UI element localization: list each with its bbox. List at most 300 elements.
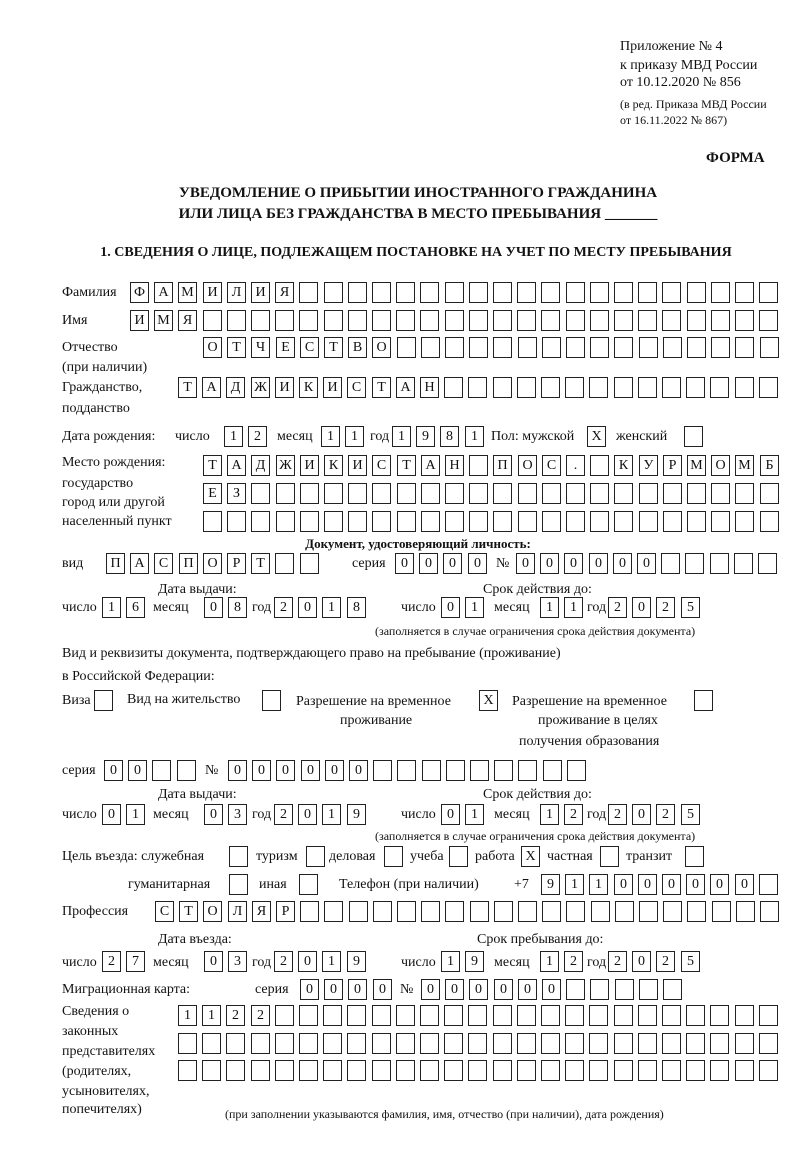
citizenship-char-box[interactable] [565, 377, 584, 398]
birth-place-char-box[interactable] [372, 483, 391, 504]
profession-char-box[interactable]: Л [228, 901, 247, 922]
stay-number-char-box[interactable]: 0 [349, 760, 368, 781]
representatives-char-box[interactable] [565, 1005, 584, 1026]
representatives-char-box[interactable] [323, 1005, 342, 1026]
birth-place-char-box[interactable] [251, 511, 270, 532]
representatives-char-box[interactable] [638, 1005, 657, 1026]
migration-series-char-box[interactable]: 0 [348, 979, 367, 1000]
birth-year-char-box[interactable]: 1 [465, 426, 484, 447]
birth-place-char-box[interactable] [735, 483, 754, 504]
birth-place-char-box[interactable] [639, 483, 658, 504]
patronymic-char-box[interactable]: Т [324, 337, 343, 358]
surname-char-box[interactable] [759, 282, 778, 303]
surname-char-box[interactable]: М [178, 282, 197, 303]
profession-char-box[interactable] [300, 901, 319, 922]
birth-place-char-box[interactable]: К [324, 455, 343, 476]
citizenship-char-box[interactable] [589, 377, 608, 398]
patronymic-char-box[interactable] [445, 337, 464, 358]
profession-char-box[interactable] [591, 901, 610, 922]
profession-char-box[interactable]: Р [276, 901, 295, 922]
birth-place-char-box[interactable] [735, 511, 754, 532]
representatives-char-box[interactable] [396, 1060, 415, 1081]
stay-year-char-box[interactable]: 0 [632, 951, 651, 972]
valid-day-char-box[interactable]: 0 [441, 597, 460, 618]
citizenship-char-box[interactable]: И [275, 377, 294, 398]
birth-place-char-box[interactable] [421, 511, 440, 532]
representatives-char-box[interactable] [493, 1033, 512, 1054]
phone-char-box[interactable]: 1 [565, 874, 584, 895]
birth-place-char-box[interactable] [566, 511, 585, 532]
representatives-char-box[interactable] [275, 1005, 294, 1026]
valid-year-char-box[interactable]: 2 [608, 804, 627, 825]
birth-place-char-box[interactable] [663, 511, 682, 532]
surname-char-box[interactable]: Ф [130, 282, 149, 303]
profession-char-box[interactable] [470, 901, 489, 922]
surname-char-box[interactable] [324, 282, 343, 303]
birth-place-char-box[interactable] [663, 483, 682, 504]
representatives-char-box[interactable] [614, 1033, 633, 1054]
surname-char-box[interactable] [348, 282, 367, 303]
birth-place-char-box[interactable] [566, 483, 585, 504]
entry-year-char-box[interactable]: 2 [274, 951, 293, 972]
issue-year-char-box[interactable]: 9 [347, 804, 366, 825]
id-doc-number-char-box[interactable] [758, 553, 777, 574]
profession-char-box[interactable] [324, 901, 343, 922]
birth-place-char-box[interactable]: У [639, 455, 658, 476]
birth-place-char-box[interactable]: К [614, 455, 633, 476]
id-doc-kind-char-box[interactable]: П [179, 553, 198, 574]
migration-number-char-box[interactable]: 0 [494, 979, 513, 1000]
patronymic-char-box[interactable] [469, 337, 488, 358]
name-char-box[interactable] [372, 310, 391, 331]
migration-series-char-box[interactable]: 0 [324, 979, 343, 1000]
stay-number-char-box[interactable]: 0 [301, 760, 320, 781]
citizenship-char-box[interactable] [517, 377, 536, 398]
birth-place-char-box[interactable] [469, 511, 488, 532]
name-char-box[interactable]: И [130, 310, 149, 331]
issue-year-char-box[interactable]: 8 [347, 597, 366, 618]
birth-place-char-box[interactable]: . [566, 455, 585, 476]
representatives-char-box[interactable] [202, 1033, 221, 1054]
representatives-char-box[interactable]: 1 [178, 1005, 197, 1026]
birth-place-char-box[interactable] [469, 455, 488, 476]
stay-number-char-box[interactable] [446, 760, 465, 781]
valid-month-char-box[interactable]: 1 [540, 597, 559, 618]
valid-year-char-box[interactable]: 2 [608, 597, 627, 618]
profession-char-box[interactable]: О [203, 901, 222, 922]
patronymic-char-box[interactable] [397, 337, 416, 358]
representatives-char-box[interactable] [589, 1005, 608, 1026]
surname-char-box[interactable]: И [251, 282, 270, 303]
purpose-work-checkbox[interactable]: X [521, 846, 540, 867]
representatives-char-box[interactable] [323, 1060, 342, 1081]
phone-char-box[interactable] [759, 874, 778, 895]
issue-month-char-box[interactable]: 0 [204, 804, 223, 825]
birth-place-char-box[interactable]: П [493, 455, 512, 476]
name-char-box[interactable] [517, 310, 536, 331]
surname-char-box[interactable] [372, 282, 391, 303]
birth-place-char-box[interactable] [324, 511, 343, 532]
birth-place-char-box[interactable]: Н [445, 455, 464, 476]
phone-char-box[interactable]: 0 [638, 874, 657, 895]
stay-number-char-box[interactable] [494, 760, 513, 781]
surname-char-box[interactable] [469, 282, 488, 303]
representatives-char-box[interactable] [323, 1033, 342, 1054]
migration-number-char-box[interactable]: 0 [445, 979, 464, 1000]
entry-day-char-box[interactable]: 7 [126, 951, 145, 972]
id-doc-kind-char-box[interactable] [300, 553, 319, 574]
name-char-box[interactable] [662, 310, 681, 331]
representatives-char-box[interactable] [420, 1033, 439, 1054]
birth-place-char-box[interactable] [590, 455, 609, 476]
representatives-char-box[interactable] [468, 1060, 487, 1081]
purpose-humanitarian-checkbox[interactable] [229, 874, 248, 895]
representatives-char-box[interactable] [662, 1033, 681, 1054]
stay-year-char-box[interactable]: 2 [608, 951, 627, 972]
id-doc-number-char-box[interactable]: 0 [564, 553, 583, 574]
birth-place-char-box[interactable]: М [687, 455, 706, 476]
issue-day-char-box[interactable]: 1 [126, 804, 145, 825]
phone-char-box[interactable]: 0 [662, 874, 681, 895]
representatives-char-box[interactable] [493, 1060, 512, 1081]
profession-char-box[interactable] [494, 901, 513, 922]
migration-number-char-box[interactable]: 0 [518, 979, 537, 1000]
birth-place-char-box[interactable]: О [518, 455, 537, 476]
stay-month-char-box[interactable]: 1 [540, 951, 559, 972]
profession-char-box[interactable] [712, 901, 731, 922]
birth-place-char-box[interactable]: Д [251, 455, 270, 476]
birth-place-char-box[interactable] [324, 483, 343, 504]
stay-number-char-box[interactable]: 0 [325, 760, 344, 781]
birth-place-char-box[interactable]: Р [663, 455, 682, 476]
valid-year-char-box[interactable]: 2 [656, 597, 675, 618]
birth-place-char-box[interactable] [493, 511, 512, 532]
birth-place-char-box[interactable]: М [735, 455, 754, 476]
citizenship-char-box[interactable] [686, 377, 705, 398]
name-char-box[interactable] [251, 310, 270, 331]
citizenship-char-box[interactable] [710, 377, 729, 398]
representatives-char-box[interactable] [275, 1060, 294, 1081]
birth-place-char-box[interactable] [760, 483, 779, 504]
surname-char-box[interactable] [396, 282, 415, 303]
representatives-char-box[interactable] [372, 1060, 391, 1081]
birth-place-char-box[interactable] [711, 483, 730, 504]
issue-year-char-box[interactable]: 1 [322, 804, 341, 825]
issue-day-char-box[interactable]: 0 [102, 804, 121, 825]
citizenship-char-box[interactable]: Т [178, 377, 197, 398]
representatives-char-box[interactable] [178, 1033, 197, 1054]
birth-place-char-box[interactable] [590, 483, 609, 504]
representatives-char-box[interactable] [759, 1060, 778, 1081]
issue-day-char-box[interactable]: 1 [102, 597, 121, 618]
representatives-char-box[interactable] [710, 1033, 729, 1054]
name-char-box[interactable] [396, 310, 415, 331]
citizenship-char-box[interactable]: С [347, 377, 366, 398]
representatives-char-box[interactable] [226, 1033, 245, 1054]
id-doc-number-char-box[interactable]: 0 [540, 553, 559, 574]
name-char-box[interactable] [735, 310, 754, 331]
birth-place-char-box[interactable] [421, 483, 440, 504]
citizenship-char-box[interactable] [541, 377, 560, 398]
id-doc-number-char-box[interactable]: 0 [516, 553, 535, 574]
representatives-char-box[interactable] [541, 1005, 560, 1026]
name-char-box[interactable] [227, 310, 246, 331]
representatives-char-box[interactable] [444, 1005, 463, 1026]
birth-place-char-box[interactable]: С [542, 455, 561, 476]
representatives-char-box[interactable] [251, 1060, 270, 1081]
id-doc-number-char-box[interactable]: 0 [637, 553, 656, 574]
representatives-char-box[interactable]: 1 [202, 1005, 221, 1026]
birth-place-char-box[interactable] [276, 511, 295, 532]
migration-number-char-box[interactable] [566, 979, 585, 1000]
surname-char-box[interactable] [517, 282, 536, 303]
representatives-char-box[interactable] [638, 1033, 657, 1054]
representatives-char-box[interactable] [347, 1033, 366, 1054]
purpose-business-checkbox[interactable] [384, 846, 403, 867]
name-char-box[interactable] [348, 310, 367, 331]
birth-day-char-box[interactable]: 2 [248, 426, 267, 447]
purpose-official-checkbox[interactable] [229, 846, 248, 867]
birth-place-char-box[interactable] [469, 483, 488, 504]
id-doc-number-char-box[interactable] [661, 553, 680, 574]
representatives-char-box[interactable] [347, 1060, 366, 1081]
phone-char-box[interactable]: 0 [614, 874, 633, 895]
purpose-study-checkbox[interactable] [449, 846, 468, 867]
birth-place-char-box[interactable] [397, 483, 416, 504]
name-char-box[interactable] [687, 310, 706, 331]
patronymic-char-box[interactable]: Ч [251, 337, 270, 358]
citizenship-char-box[interactable]: Т [372, 377, 391, 398]
id-doc-series-char-box[interactable]: 0 [443, 553, 462, 574]
profession-char-box[interactable]: Т [179, 901, 198, 922]
birth-place-char-box[interactable] [251, 483, 270, 504]
residence-checkbox[interactable] [262, 690, 281, 711]
birth-place-char-box[interactable] [300, 483, 319, 504]
patronymic-char-box[interactable]: С [300, 337, 319, 358]
surname-char-box[interactable] [445, 282, 464, 303]
patronymic-char-box[interactable] [760, 337, 779, 358]
purpose-private-checkbox[interactable] [600, 846, 619, 867]
patronymic-char-box[interactable]: В [348, 337, 367, 358]
surname-char-box[interactable]: И [203, 282, 222, 303]
representatives-char-box[interactable] [444, 1060, 463, 1081]
birth-place-char-box[interactable] [760, 511, 779, 532]
representatives-char-box[interactable] [299, 1033, 318, 1054]
citizenship-char-box[interactable]: Н [420, 377, 439, 398]
profession-char-box[interactable] [349, 901, 368, 922]
citizenship-char-box[interactable]: А [202, 377, 221, 398]
name-char-box[interactable] [614, 310, 633, 331]
representatives-char-box[interactable] [396, 1033, 415, 1054]
migration-number-char-box[interactable] [615, 979, 634, 1000]
stay-number-char-box[interactable] [373, 760, 392, 781]
phone-char-box[interactable]: 9 [541, 874, 560, 895]
citizenship-char-box[interactable]: Д [226, 377, 245, 398]
profession-char-box[interactable] [373, 901, 392, 922]
profession-char-box[interactable] [615, 901, 634, 922]
surname-char-box[interactable]: Я [275, 282, 294, 303]
valid-month-char-box[interactable]: 1 [564, 597, 583, 618]
birth-place-char-box[interactable] [542, 511, 561, 532]
patronymic-char-box[interactable] [614, 337, 633, 358]
profession-char-box[interactable] [566, 901, 585, 922]
birth-place-char-box[interactable] [639, 511, 658, 532]
surname-char-box[interactable] [711, 282, 730, 303]
representatives-char-box[interactable] [686, 1033, 705, 1054]
birth-place-char-box[interactable] [397, 511, 416, 532]
citizenship-char-box[interactable] [614, 377, 633, 398]
representatives-char-box[interactable] [565, 1033, 584, 1054]
surname-char-box[interactable] [299, 282, 318, 303]
profession-char-box[interactable] [639, 901, 658, 922]
birth-place-char-box[interactable] [372, 511, 391, 532]
surname-char-box[interactable] [541, 282, 560, 303]
valid-year-char-box[interactable]: 2 [656, 804, 675, 825]
name-char-box[interactable] [275, 310, 294, 331]
id-doc-number-char-box[interactable]: 0 [589, 553, 608, 574]
representatives-char-box[interactable]: 2 [251, 1005, 270, 1026]
profession-char-box[interactable] [397, 901, 416, 922]
birth-place-char-box[interactable] [614, 483, 633, 504]
issue-day-char-box[interactable]: 6 [126, 597, 145, 618]
stay-number-char-box[interactable] [397, 760, 416, 781]
phone-char-box[interactable]: 0 [686, 874, 705, 895]
representatives-char-box[interactable] [686, 1005, 705, 1026]
patronymic-char-box[interactable]: Т [227, 337, 246, 358]
stay-number-char-box[interactable] [470, 760, 489, 781]
representatives-char-box[interactable] [735, 1005, 754, 1026]
name-char-box[interactable] [299, 310, 318, 331]
entry-year-char-box[interactable]: 1 [322, 951, 341, 972]
valid-day-char-box[interactable]: 1 [465, 597, 484, 618]
surname-char-box[interactable] [493, 282, 512, 303]
name-char-box[interactable]: М [154, 310, 173, 331]
temp-permit-checkbox[interactable]: X [479, 690, 498, 711]
name-char-box[interactable] [759, 310, 778, 331]
patronymic-char-box[interactable] [711, 337, 730, 358]
profession-char-box[interactable] [687, 901, 706, 922]
representatives-char-box[interactable] [251, 1033, 270, 1054]
valid-day-char-box[interactable]: 1 [465, 804, 484, 825]
entry-month-char-box[interactable]: 3 [228, 951, 247, 972]
id-doc-series-char-box[interactable]: 0 [419, 553, 438, 574]
surname-char-box[interactable] [638, 282, 657, 303]
name-char-box[interactable] [590, 310, 609, 331]
birth-month-char-box[interactable]: 1 [345, 426, 364, 447]
phone-char-box[interactable]: 0 [710, 874, 729, 895]
entry-year-char-box[interactable]: 9 [347, 951, 366, 972]
surname-char-box[interactable] [420, 282, 439, 303]
patronymic-char-box[interactable] [421, 337, 440, 358]
profession-char-box[interactable] [760, 901, 779, 922]
name-char-box[interactable] [420, 310, 439, 331]
migration-series-char-box[interactable]: 0 [300, 979, 319, 1000]
representatives-char-box[interactable] [735, 1033, 754, 1054]
birth-place-char-box[interactable] [493, 483, 512, 504]
representatives-char-box[interactable] [275, 1033, 294, 1054]
entry-day-char-box[interactable]: 2 [102, 951, 121, 972]
name-char-box[interactable] [541, 310, 560, 331]
representatives-char-box[interactable] [226, 1060, 245, 1081]
surname-char-box[interactable]: Л [227, 282, 246, 303]
name-char-box[interactable] [566, 310, 585, 331]
issue-year-char-box[interactable]: 2 [274, 804, 293, 825]
birth-place-char-box[interactable] [518, 483, 537, 504]
valid-day-char-box[interactable]: 0 [441, 804, 460, 825]
surname-char-box[interactable] [590, 282, 609, 303]
representatives-char-box[interactable] [589, 1060, 608, 1081]
birth-place-char-box[interactable] [542, 483, 561, 504]
id-doc-number-char-box[interactable] [710, 553, 729, 574]
representatives-char-box[interactable] [396, 1005, 415, 1026]
sex-female-checkbox[interactable] [684, 426, 703, 447]
name-char-box[interactable]: Я [178, 310, 197, 331]
surname-char-box[interactable]: А [154, 282, 173, 303]
birth-year-char-box[interactable]: 9 [416, 426, 435, 447]
purpose-tourism-checkbox[interactable] [306, 846, 325, 867]
representatives-char-box[interactable] [372, 1033, 391, 1054]
birth-place-char-box[interactable] [300, 511, 319, 532]
id-doc-kind-char-box[interactable]: О [203, 553, 222, 574]
birth-place-char-box[interactable]: А [227, 455, 246, 476]
migration-number-char-box[interactable]: 0 [542, 979, 561, 1000]
profession-char-box[interactable]: С [155, 901, 174, 922]
phone-char-box[interactable]: 1 [589, 874, 608, 895]
representatives-char-box[interactable] [735, 1060, 754, 1081]
name-char-box[interactable] [324, 310, 343, 331]
surname-char-box[interactable] [735, 282, 754, 303]
patronymic-char-box[interactable] [542, 337, 561, 358]
stay-number-char-box[interactable] [567, 760, 586, 781]
name-char-box[interactable] [445, 310, 464, 331]
purpose-other-checkbox[interactable] [299, 874, 318, 895]
representatives-char-box[interactable] [444, 1033, 463, 1054]
representatives-char-box[interactable] [662, 1005, 681, 1026]
citizenship-char-box[interactable]: К [299, 377, 318, 398]
id-doc-number-char-box[interactable]: 0 [613, 553, 632, 574]
profession-char-box[interactable] [445, 901, 464, 922]
birth-place-char-box[interactable] [518, 511, 537, 532]
stay-series-char-box[interactable]: 0 [104, 760, 123, 781]
birth-place-char-box[interactable]: Ж [276, 455, 295, 476]
patronymic-char-box[interactable] [518, 337, 537, 358]
citizenship-char-box[interactable] [759, 377, 778, 398]
id-doc-kind-char-box[interactable]: Р [227, 553, 246, 574]
representatives-char-box[interactable] [299, 1005, 318, 1026]
patronymic-char-box[interactable] [639, 337, 658, 358]
birth-place-char-box[interactable] [348, 511, 367, 532]
patronymic-char-box[interactable] [735, 337, 754, 358]
representatives-char-box[interactable] [202, 1060, 221, 1081]
valid-year-char-box[interactable]: 5 [681, 804, 700, 825]
valid-year-char-box[interactable]: 5 [681, 597, 700, 618]
id-doc-series-char-box[interactable]: 0 [468, 553, 487, 574]
citizenship-char-box[interactable]: А [396, 377, 415, 398]
stay-number-char-box[interactable] [422, 760, 441, 781]
patronymic-char-box[interactable] [687, 337, 706, 358]
id-doc-number-char-box[interactable] [685, 553, 704, 574]
id-doc-kind-char-box[interactable]: А [130, 553, 149, 574]
stay-series-char-box[interactable] [177, 760, 196, 781]
representatives-char-box[interactable] [420, 1005, 439, 1026]
representatives-char-box[interactable] [178, 1060, 197, 1081]
visa-checkbox[interactable] [94, 690, 113, 711]
surname-char-box[interactable] [614, 282, 633, 303]
birth-place-char-box[interactable]: Т [397, 455, 416, 476]
birth-place-char-box[interactable]: С [372, 455, 391, 476]
patronymic-char-box[interactable] [566, 337, 585, 358]
representatives-char-box[interactable] [589, 1033, 608, 1054]
